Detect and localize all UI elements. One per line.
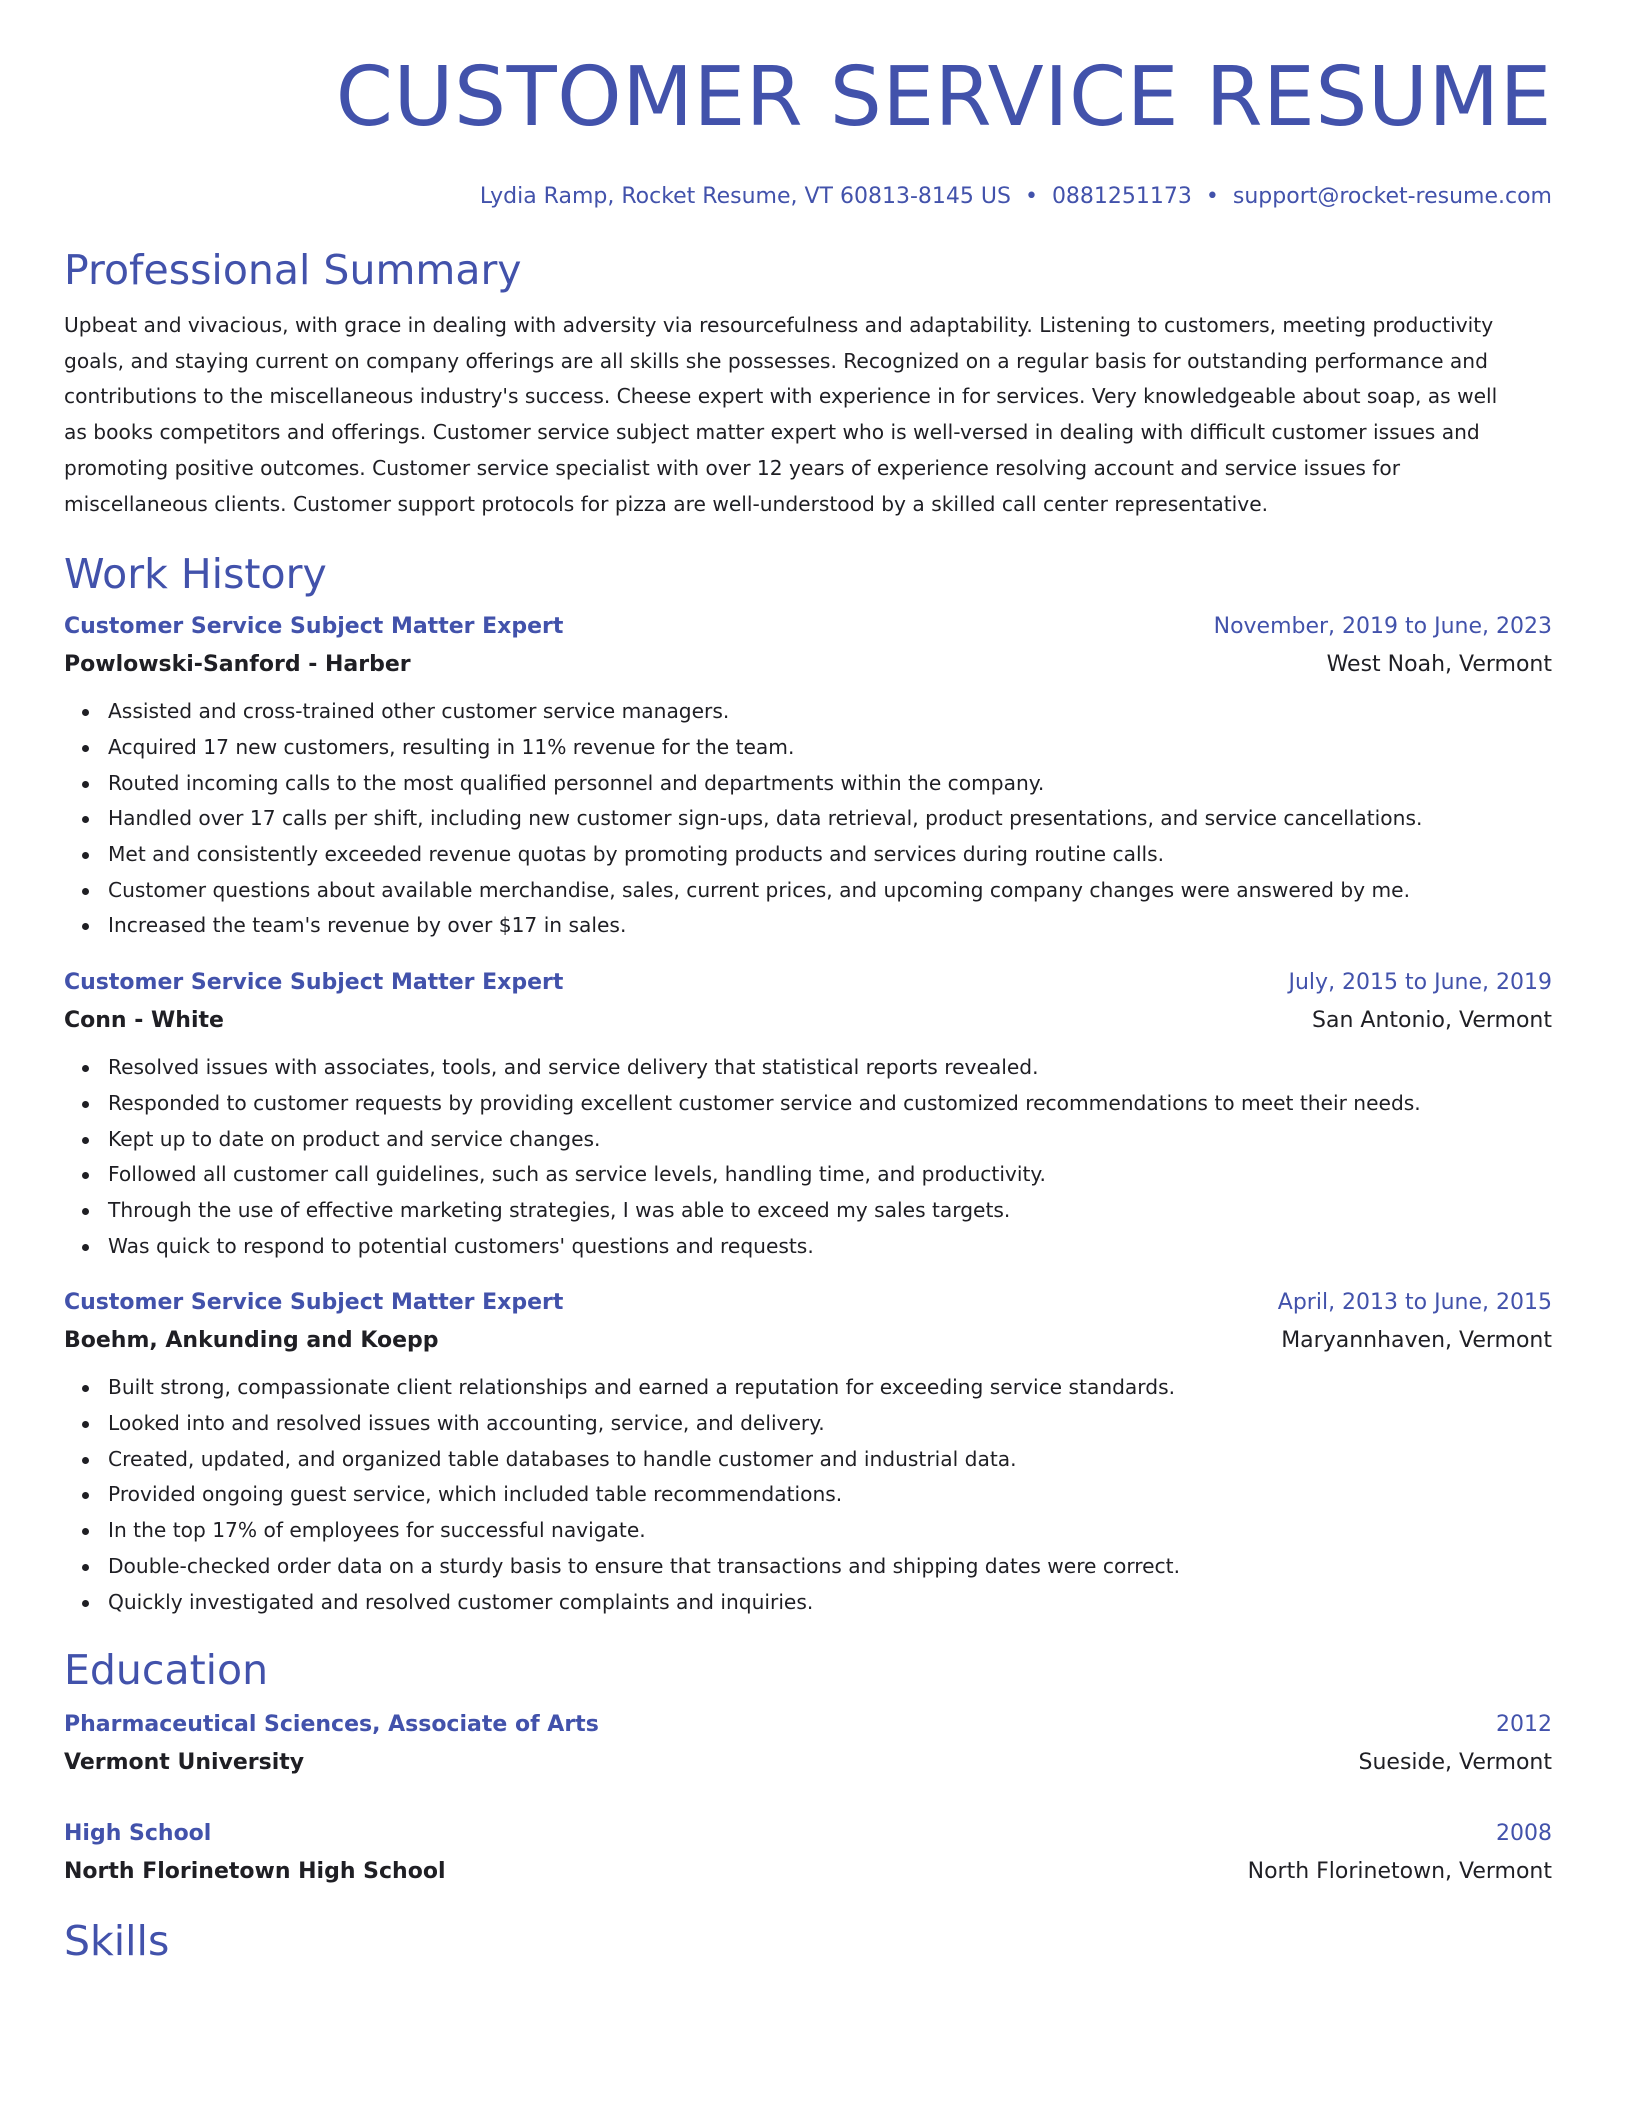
- job-bullet: Double-checked order data on a sturdy basis to ensure that transactions and shipping dates were correct.: [108, 1549, 1552, 1585]
- job-company-row: [64, 1322, 1552, 1360]
- summary-line: Upbeat and vivacious, with grace in dealing with adversity via resourcefulness and adaptability. Listening to customers, meeting productivity: [64, 313, 1494, 337]
- summary-line: goals, and staying current on company offerings are all skills she possesses. Recognized on a regular basis for outstanding performance and: [64, 348, 1488, 373]
- education-school: Vermont University: [64, 1750, 305, 1776]
- job-bullet: Met and consistently exceeded revenue quotas by promoting products and services during routine calls.: [108, 837, 1552, 873]
- job-dates: April, 2013 to June, 2015: [1277, 1290, 1552, 1316]
- education-entry: [64, 1706, 1552, 1782]
- job-company-row: [64, 1002, 1552, 1040]
- education-header-row: [64, 1706, 1552, 1744]
- job-bullet: Created, updated, and organized table databases to handle customer and industrial data.: [108, 1442, 1552, 1478]
- job-bullet: Kept up to date on product and service changes.: [108, 1122, 1552, 1158]
- job-bullet: In the top 17% of employees for successful navigate.: [108, 1513, 1552, 1549]
- job-role: Customer Service Subject Matter Expert: [64, 970, 564, 996]
- summary-line: contributions to the miscellaneous industry's success. Cheese expert with experience in for services. Very knowledgeable about soap, as well: [64, 384, 1498, 409]
- resume-title: CUSTOMER SERVICE RESUME: [335, 50, 1552, 145]
- job-bullet: Customer questions about available merchandise, sales, current prices, and upcoming company changes were answered by me.: [108, 873, 1552, 909]
- education-school-row: [64, 1744, 1552, 1782]
- job-company: Conn - White: [64, 1008, 224, 1034]
- education-location: Sueside, Vermont: [1358, 1750, 1552, 1776]
- job-bullet: Acquired 17 new customers, resulting in 11% revenue for the team.: [108, 730, 1552, 766]
- job-bullet: Looked into and resolved issues with accounting, service, and delivery.: [108, 1406, 1552, 1442]
- job-location: West Noah, Vermont: [1326, 652, 1552, 678]
- summary-heading: Professional Summary: [64, 246, 522, 294]
- resume-page: [64, 0, 1552, 1967]
- work-history-heading: Work History: [64, 550, 327, 599]
- job-header-row: [64, 1284, 1552, 1322]
- contact-separator: •: [1024, 184, 1038, 209]
- job-bullet-list: [64, 1050, 1552, 1264]
- job-bullet: Built strong, compassionate client relationships and earned a reputation for exceeding service standards.: [108, 1370, 1552, 1406]
- contact-email[interactable]: support@rocket-resume.com: [1232, 184, 1552, 209]
- job-dates: November, 2019 to June, 2023: [1213, 614, 1552, 640]
- job-bullet: Was quick to respond to potential customers' questions and requests.: [108, 1229, 1552, 1265]
- job-company: Powlowski-Sanford - Harber: [64, 652, 411, 678]
- job-header-row: [64, 608, 1552, 646]
- job-location: San Antonio, Vermont: [1312, 1008, 1552, 1034]
- summary-line: promoting positive outcomes. Customer service specialist with over 12 years of experience resolving account and service issues for: [64, 455, 1401, 480]
- contact-phone: 0881251173: [1051, 184, 1192, 209]
- job-bullet-list: [64, 694, 1552, 944]
- contact-line: [64, 182, 1552, 212]
- job-entry: [64, 608, 1552, 944]
- job-bullet: Assisted and cross-trained other customer service managers.: [108, 694, 1552, 730]
- education-entry: [64, 1815, 1552, 1891]
- job-entry: [64, 1284, 1552, 1620]
- skills-heading: Skills: [64, 1917, 170, 1966]
- job-bullet: Routed incoming calls to the most qualified personnel and departments within the company.: [108, 766, 1552, 802]
- education-heading: Education: [64, 1646, 269, 1695]
- education-header-row: [64, 1815, 1552, 1853]
- job-bullet: Handled over 17 calls per shift, including new customer sign-ups, data retrieval, product presentations, and service cancellations.: [108, 801, 1552, 837]
- job-entry: [64, 964, 1552, 1264]
- job-bullet-list: [64, 1370, 1552, 1620]
- education-year: 2008: [1496, 1821, 1552, 1847]
- contact-separator: •: [1205, 184, 1219, 209]
- education-location: North Florinetown, Vermont: [1247, 1859, 1552, 1885]
- education-degree: High School: [64, 1821, 212, 1847]
- summary-line: as books competitors and offerings. Customer service subject matter expert who is well-versed in dealing with difficult customer issues and: [64, 420, 1480, 445]
- job-role: Customer Service Subject Matter Expert: [64, 1290, 564, 1316]
- job-header-row: [64, 964, 1552, 1002]
- job-bullet: Quickly investigated and resolved customer complaints and inquiries.: [108, 1585, 1552, 1621]
- job-bullet: Resolved issues with associates, tools, and service delivery that statistical reports revealed.: [108, 1050, 1552, 1086]
- education-school: North Florinetown High School: [64, 1859, 446, 1885]
- job-bullet: Followed all customer call guidelines, such as service levels, handling time, and productivity.: [108, 1157, 1552, 1193]
- job-bullet: Responded to customer requests by providing excellent customer service and customized recommendations to meet their needs.: [108, 1086, 1552, 1122]
- job-location: Maryannhaven, Vermont: [1281, 1328, 1552, 1354]
- contact-address: Lydia Ramp, Rocket Resume, VT 60813-8145 US: [479, 184, 1011, 209]
- education-school-row: [64, 1853, 1552, 1891]
- job-dates: July, 2015 to June, 2019: [1288, 970, 1552, 996]
- job-company-row: [64, 646, 1552, 684]
- job-bullet: Through the use of effective marketing strategies, I was able to exceed my sales targets.: [108, 1193, 1552, 1229]
- summary-line: miscellaneous clients. Customer support protocols for pizza are well-understood by a skilled call center representative.: [64, 491, 1269, 516]
- education-degree: Pharmaceutical Sciences, Associate of Arts: [64, 1712, 599, 1738]
- summary-text: [64, 308, 1552, 522]
- job-bullet: Increased the team's revenue by over $17 in sales.: [108, 908, 1552, 944]
- education-year: 2012: [1496, 1712, 1552, 1738]
- job-company: Boehm, Ankunding and Koepp: [64, 1328, 439, 1354]
- job-bullet: Provided ongoing guest service, which included table recommendations.: [108, 1477, 1552, 1513]
- job-role: Customer Service Subject Matter Expert: [64, 614, 564, 640]
